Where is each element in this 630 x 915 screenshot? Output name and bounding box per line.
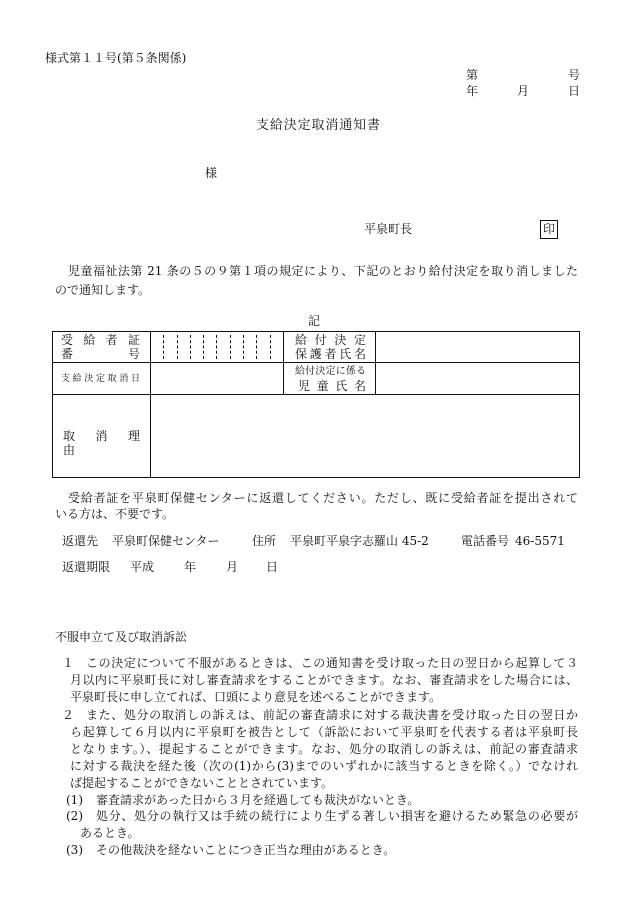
appeal-subitem-line: あるとき。 xyxy=(80,826,140,840)
digit-box xyxy=(191,335,204,359)
return-to-label: 返還先 xyxy=(62,534,99,548)
digit-box xyxy=(164,335,177,359)
notice-line: ので通知します。 xyxy=(55,283,151,297)
notice-line: 児童福祉法第 21 条の５の９第１項の規定により、下記のとおり給付決定を取り消しました xyxy=(68,264,578,278)
certificate-number-label: 受 給 者 証 xyxy=(61,333,140,347)
seal-box: 印 xyxy=(540,220,558,239)
digit-box xyxy=(231,335,244,359)
cancel-reason-field xyxy=(151,395,580,478)
table-row xyxy=(53,363,580,395)
appeal-item-line: この決定について不服があるときは、この通知書を受け取った日の翌日から起算して３ xyxy=(86,656,578,670)
child-name-field xyxy=(376,363,580,395)
appeal-item-line: ら起算して６月以内に平泉町を被告として（訴訟において平泉町を代表する者は平泉町長 xyxy=(70,725,578,739)
deadline-day-label: 日 xyxy=(266,560,279,574)
deadline-year-label: 年 xyxy=(184,560,197,574)
address-value: 平泉町平泉字志羅山 45-2 xyxy=(290,534,429,548)
guardian-name-field xyxy=(376,332,580,363)
phone-value: 46-5571 xyxy=(515,534,565,548)
table-row xyxy=(53,332,580,363)
appeal-item-line: また、処分の取消しの訴えは、前記の審査請求に対する裁決書を受け取った日の翌日か xyxy=(86,708,578,722)
digit-box xyxy=(271,335,283,359)
cancellation-details-table xyxy=(52,331,580,478)
digit-box xyxy=(257,335,270,359)
document-number-prefix: 第 xyxy=(466,68,479,82)
date-year-label: 年 xyxy=(466,84,479,98)
certificate-number-digit-boxes xyxy=(151,332,283,362)
appeal-item-line: 月以内に平泉町長に対し審査請求をすることができます。なお、審査請求をした場合には、 xyxy=(70,673,578,687)
cancel-date-field xyxy=(151,363,284,395)
appeal-subitem-marker: (2) xyxy=(66,809,83,823)
appeal-item-line: ば提起することができないこととされています。 xyxy=(70,776,334,790)
deadline-label: 返還期限 xyxy=(62,560,111,574)
table-row xyxy=(53,395,580,478)
date-month-label: 月 xyxy=(517,84,530,98)
child-name-label: 給付決定に係る xyxy=(295,365,366,377)
digit-box xyxy=(244,335,257,359)
cancel-reason-label-cell xyxy=(53,395,151,478)
address-label: 住所 xyxy=(252,534,277,548)
form-number: 様式第１１号(第５条関係) xyxy=(45,51,187,65)
cancel-date-label: 支給決定取消日 xyxy=(61,373,140,384)
cancel-reason-label: 取 消 理 由 xyxy=(63,429,153,457)
issuer-name: 平泉町長 xyxy=(364,222,413,236)
certificate-number-field xyxy=(151,332,284,363)
cancel-date-label-cell xyxy=(53,363,151,395)
appeal-item-line: に対する裁決を経た後（次の(1)から(3)までのいずれかに該当するときを除く。）でなけれ xyxy=(70,759,578,773)
child-name-label-cell xyxy=(284,363,376,395)
certificate-number-label: 番 号 xyxy=(61,347,140,361)
appeal-heading: 不服申立て及び取消訴訟 xyxy=(55,630,188,644)
certificate-number-label-cell xyxy=(53,332,151,363)
guardian-name-label: 給 付 決 定 xyxy=(295,333,366,347)
appeal-subitem-marker: (3) xyxy=(66,843,83,857)
appeal-subitem-marker: (1) xyxy=(66,793,83,807)
digit-box xyxy=(151,335,164,359)
digit-box xyxy=(178,335,191,359)
child-name-label: 児 童 氏 名 xyxy=(298,378,366,393)
recipient-honorific: 様 xyxy=(205,166,218,180)
return-to-value: 平泉町保健センター xyxy=(112,534,220,548)
guardian-name-label: 保護者氏名 xyxy=(295,347,366,361)
appeal-subitem-line: 審査請求があった日から３月を経過しても裁決がないとき。 xyxy=(96,793,420,807)
appeal-item-marker: ２ xyxy=(62,708,75,722)
appeal-subitem-line: 処分、処分の執行又は手続の続行により生ずる著しい損害を避けるため緊急の必要が xyxy=(96,809,578,823)
return-notice-line: 受給者証を平泉町保健センターに返還してください。ただし、既に受給者証を提出されて xyxy=(68,491,578,505)
appeal-item-marker: １ xyxy=(62,656,75,670)
ki-mark: 記 xyxy=(308,314,321,328)
appeal-item-line: 平泉町長に申し立てれば、口頭により意見を述べることができます。 xyxy=(70,690,442,704)
appeal-subitem-line: その他裁決を経ないことにつき正当な理由があるとき。 xyxy=(96,843,396,857)
appeal-item-line: となります。）、提起することができます。なお、処分の取消しの訴えは、前記の審査請求 xyxy=(70,742,578,756)
document-title: 支給決定取消通知書 xyxy=(256,118,380,133)
digit-box xyxy=(204,335,217,359)
date-day-label: 日 xyxy=(568,84,581,98)
document-number-suffix: 号 xyxy=(568,68,581,82)
return-notice-line: いる方は、不要です。 xyxy=(55,507,175,521)
digit-box xyxy=(217,335,230,359)
deadline-era: 平成 xyxy=(130,560,155,574)
phone-label: 電話番号 xyxy=(461,534,510,548)
guardian-name-label-cell xyxy=(284,332,376,363)
deadline-month-label: 月 xyxy=(226,560,239,574)
